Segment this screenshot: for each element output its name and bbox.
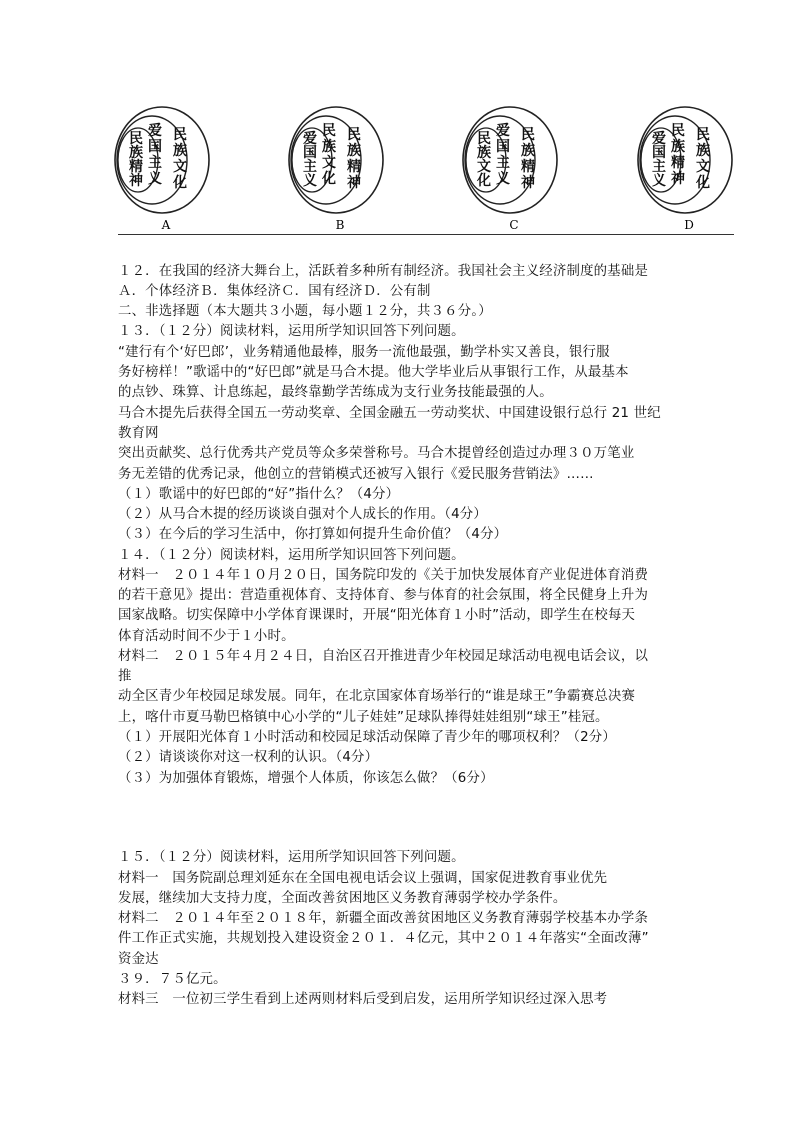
text-line: 体育活动时间不少于１小时。 — [118, 629, 295, 644]
diagram-option-b — [289, 107, 383, 232]
outer-label: 民族文化 — [696, 127, 710, 191]
text-line: 动全区青少年校园足球发展。同年，在北京国家体育场举行的“谁是球王”争霸赛总决赛 — [118, 689, 636, 704]
middle-label: 民族精神 — [671, 123, 685, 187]
inner-label: 民族精神 — [129, 131, 143, 189]
middle-label: 爱国主义 — [496, 123, 510, 187]
diagram-divider — [118, 234, 734, 235]
text-line: 件工作正式实施，共规划投入建设资金２０１．４亿元，其中２０１４年落实“全面改薄” — [118, 931, 649, 946]
text-line: 上，喀什市夏马勒巴格镇中心小学的“儿子娃娃”足球队捧得娃娃组别“球王”桂冠。 — [118, 710, 609, 725]
inner-label: 民族文化 — [477, 131, 491, 189]
diagram-option-c — [463, 107, 557, 232]
middle-label: 爱国主义 — [148, 123, 162, 187]
text-line: 材料三 一位初三学生看到上述两则材料后受到启发，运用所学知识经过深入思考 — [118, 992, 608, 1007]
option-label: D — [684, 218, 694, 232]
text-line: （１）开展阳光体育１小时活动和校园足球活动保障了青少年的哪项权利？（2分） — [118, 730, 616, 745]
text-line: 发展，继续加大支持力度，全面改善贫困地区义务教育薄弱学校办学条件。 — [118, 891, 567, 906]
diagram-option-a — [115, 107, 209, 232]
text-line: 材料二 ２０１４年至２０１８年，新疆全面改善贫困地区义务教育薄弱学校基本办学条 — [118, 911, 649, 926]
text-line: 的点钞、珠算、计息练起，最终靠勤学苦练成为支行业务技能最强的人。 — [118, 385, 553, 400]
text-line: ３９．７５亿元。 — [118, 972, 227, 987]
text-line: 务无差错的优秀记录，他创立的营销模式还被写入银行《爱民服务营销法》…… — [118, 467, 594, 482]
outer-label: 民族精神 — [347, 127, 361, 191]
text-line: 二、非选择题（本大题共３小题，每小题１２分，共３６分。） — [118, 304, 492, 319]
text-line: １２．在我国的经济大舞台上，活跃着多种所有制经济。我国社会主义经济制度的基础是 — [118, 264, 649, 279]
diagram-option-d — [638, 107, 732, 232]
text-line: 资金达 — [118, 952, 159, 967]
text-line: 推 — [118, 669, 132, 684]
text-line: 务好榜样！”歌谣中的“好巴郎”就是马合木提。他大学毕业后从事银行工作，从最基本 — [118, 365, 629, 380]
text-line: 的若干意见》提出：营造重视体育、支持体育、参与体育的社会氛围，将全民健身上升为 — [118, 588, 649, 603]
text-line: 突出贡献奖、总行优秀共产党员等众多荣誉称号。马合木提曾经创造过办理３０万笔业 — [118, 446, 635, 461]
nested-circles-diagram — [0, 0, 794, 240]
text-line: 马合木提先后获得全国五一劳动奖章、全国金融五一劳动奖状、中国建设银行总行 21 世纪 — [118, 406, 661, 421]
middle-label: 民族文化 — [322, 123, 336, 187]
inner-label: 爱国主义 — [652, 131, 666, 189]
text-line: （２）从马合木提的经历谈谈自强对个人成长的作用。（4分） — [118, 507, 487, 522]
text-line: Ａ．个体经济Ｂ．集体经济Ｃ．国有经济Ｄ．公有制 — [118, 284, 431, 299]
text-line: １３．（１２分）阅读材料，运用所学知识回答下列问题。 — [118, 324, 465, 339]
outer-label: 民族文化 — [173, 127, 187, 191]
text-line: 材料二 ２０１５年４月２４日，自治区召开推进青少年校园足球活动电视电话会议，以 — [118, 649, 649, 664]
option-label: A — [161, 218, 171, 232]
text-line: （３）在今后的学习生活中，你打算如何提升生命价值？（4分） — [118, 527, 508, 542]
option-label: B — [335, 218, 345, 232]
text-line: 教育网 — [118, 426, 159, 441]
text-line: 国家战略。切实保障中小学体育课课时，开展“阳光体育１小时”活动，即学生在校每天 — [118, 608, 636, 623]
text-line: “建行有个‘好巴郎’，业务精通他最棒，服务一流他最强，勤学朴实又善良，银行服 — [118, 345, 610, 360]
text-line: （１）歌谣中的好巴郎的“好”指什么？（4分） — [118, 487, 400, 502]
text-line: （２）请谈谈你对这一权利的认识。（4分） — [118, 750, 379, 765]
text-line: １５．（１２分）阅读材料，运用所学知识回答下列问题。 — [118, 850, 465, 865]
option-label: C — [509, 218, 519, 232]
text-line: 材料一 国务院副总理刘延东在全国电视电话会议上强调，国家促进教育事业优先 — [118, 871, 608, 886]
outer-label: 民族精神 — [521, 127, 535, 191]
inner-label: 爱国主义 — [303, 131, 317, 189]
text-line: １４．（１２分）阅读材料，运用所学知识回答下列问题。 — [118, 548, 465, 563]
text-line: （３）为加强体育锻炼，增强个人体质，你该怎么做？（6分） — [118, 771, 494, 786]
text-line: 材料一 ２０１４年１０月２０日，国务院印发的《关于加快发展体育产业促进体育消费 — [118, 568, 649, 583]
